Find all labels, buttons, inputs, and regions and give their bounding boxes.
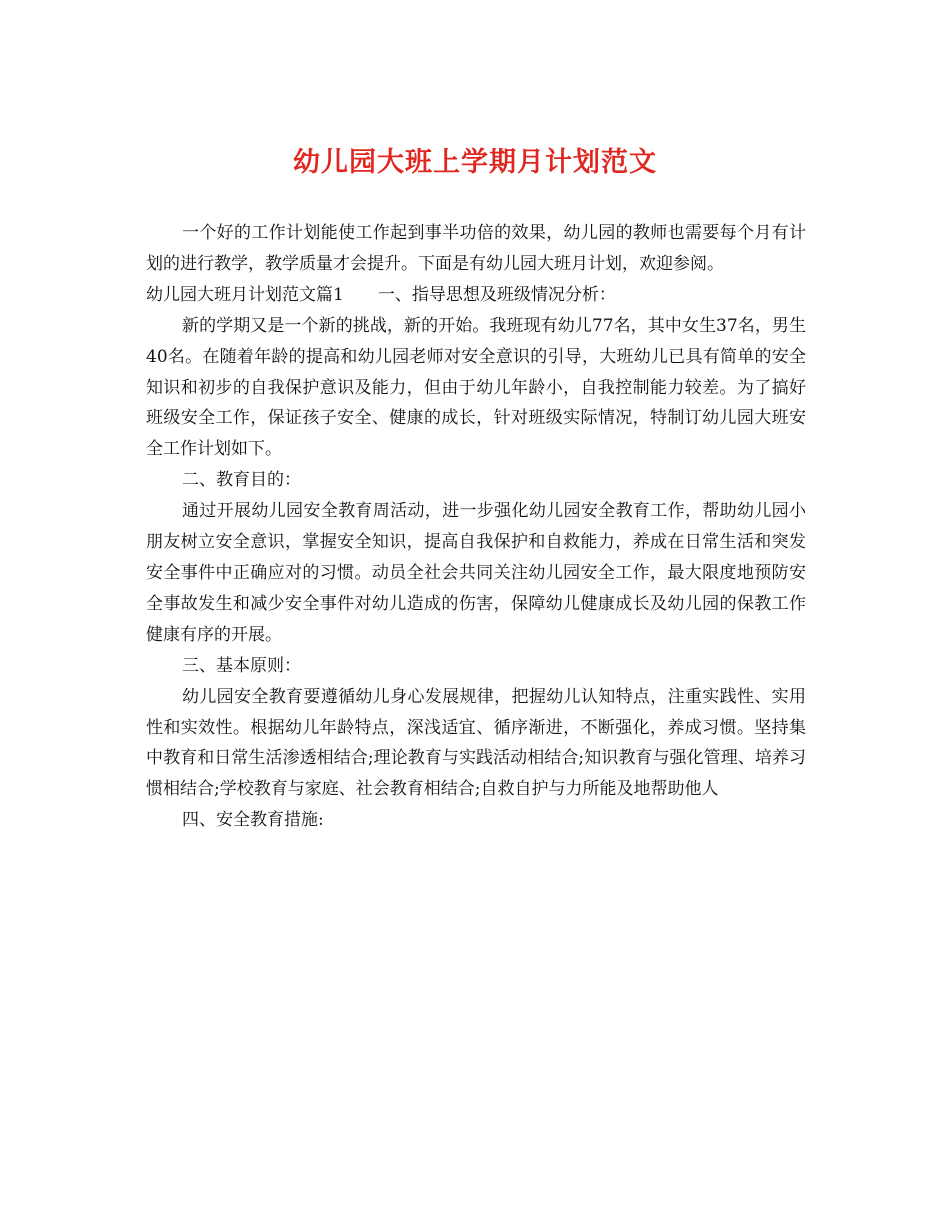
class-situation-paragraph: 新的学期又是一个新的挑战，新的开始。我班现有幼儿77名，其中女生37名，男生40名。在随着年龄的提高和幼儿园老师对安全意识的引导，大班幼儿已具有简单的安全知识和初步的自我保护意识及能力，但由于幼儿年龄小，自我控制能力较差。为了搞好班级安全工作，保证孩子安全、健康的成长，针对班级实际情况，特制订幼儿园大班安全工作计划如下。 [146, 315, 806, 460]
document-body [146, 218, 806, 836]
section-heading-guiding-ideas: 幼儿园大班月计划范文篇1 一、指导思想及班级情况分析： [146, 284, 616, 305]
intro-paragraph: 一个好的工作计划能使工作起到事半功倍的效果，幼儿园的教师也需要每个月有计划的进行教学，教学质量才会提升。下面是有幼儿园大班月计划，欢迎参阅。 [146, 223, 806, 274]
education-goals-paragraph: 通过开展幼儿园安全教育周活动，进一步强化幼儿园安全教育工作，帮助幼儿园小朋友树立安全意识，掌握安全知识，提高自我保护和自救能力，养成在日常生活和突发安全事件中正确应对的习惯。动员全社会共同关注幼儿园安全工作，最大限度地预防安全事故发生和减少安全事件对幼儿造成的伤害，保障幼儿健康成长及幼儿园的保教工作健康有序的开展。 [146, 501, 806, 645]
document-title: 幼儿园大班上学期月计划范文 [293, 147, 657, 178]
basic-principles-paragraph: 幼儿园安全教育要遵循幼儿身心发展规律，把握幼儿认知特点，注重实践性、实用性和实效性。根据幼儿年龄特点，深浅适宜、循序渐进，不断强化，养成习惯。坚持集中教育和日常生活渗透相结合;理论教育与实践活动相结合;知识教育与强化管理、培养习惯相结合;学校教育与家庭、社会教育相结合;自救自护与力所能及地帮助他人 [146, 686, 806, 800]
section-heading-basic-principles: 三、基本原则： [182, 655, 301, 676]
section-heading-safety-measures: 四、安全教育措施: [182, 810, 324, 831]
section-heading-education-goals: 二、教育目的： [182, 470, 301, 491]
